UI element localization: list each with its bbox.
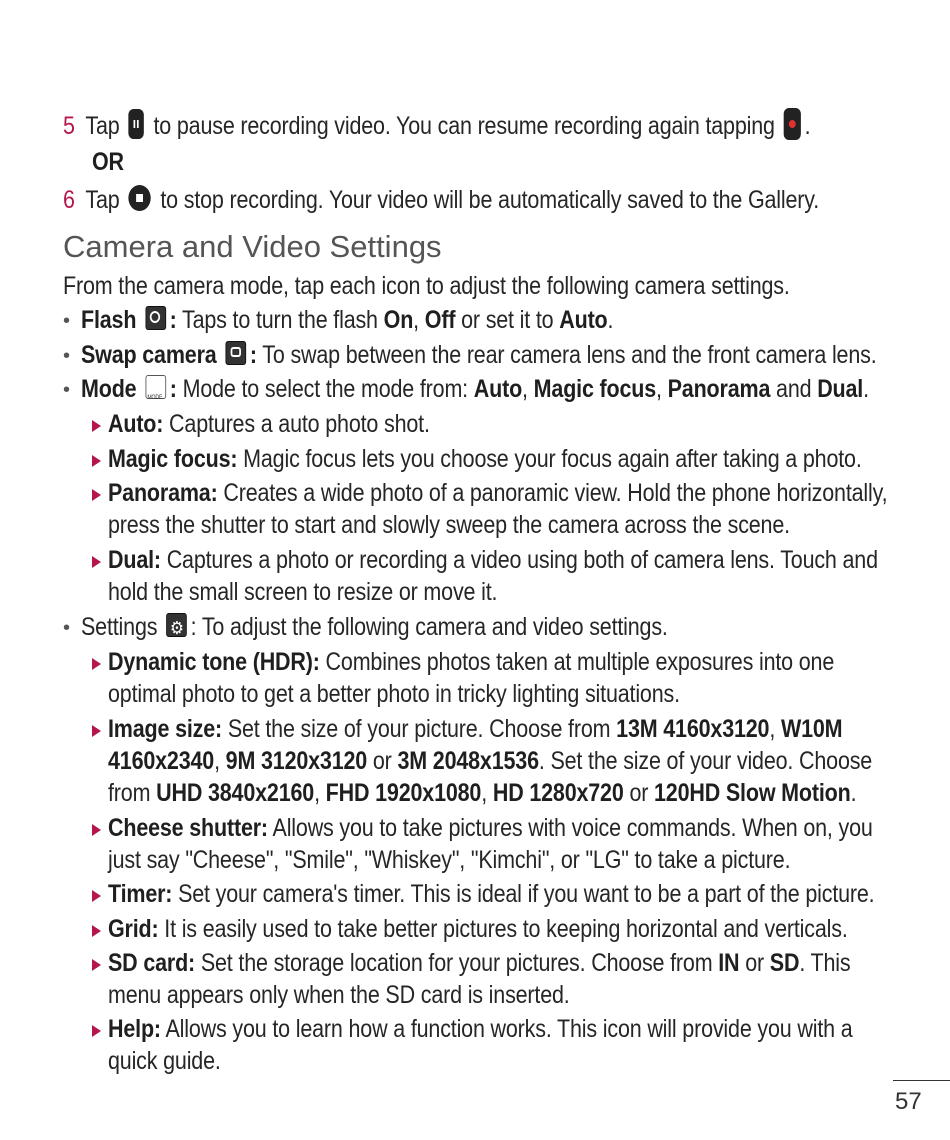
triangle-bullet xyxy=(92,824,101,836)
value: Panorama xyxy=(667,375,771,403)
item-label: Dynamic tone (HDR): xyxy=(108,648,320,676)
comma: , xyxy=(481,779,488,807)
item-label: Flash xyxy=(81,306,137,334)
value: HD 1280x720 xyxy=(492,779,624,807)
period: . xyxy=(863,375,869,403)
item-text: Set the storage location for your pictures. Choose from xyxy=(195,949,719,977)
stop-icon xyxy=(129,185,151,211)
triangle-bullet xyxy=(92,556,101,568)
item-label: Settings xyxy=(81,613,158,641)
dual-subitem xyxy=(108,544,878,576)
item-label: Help: xyxy=(108,1015,161,1043)
colon: : xyxy=(169,306,177,334)
flash-icon xyxy=(146,306,167,330)
record-icon xyxy=(784,108,801,140)
period: . xyxy=(607,306,614,334)
item-label: Dual: xyxy=(108,546,161,574)
sd-card-subitem xyxy=(108,947,850,979)
item-text: or set it to xyxy=(455,306,560,334)
sd-line2: menu appears only when the SD card is inserted. xyxy=(108,981,570,1009)
bullet: • xyxy=(63,617,71,639)
item-label: Cheese shutter: xyxy=(108,814,268,842)
item-text: Taps to turn the flash xyxy=(176,306,384,334)
panorama-line2: press the shutter to start and slowly sweep the camera across the scene. xyxy=(108,511,790,539)
intro-text: From the camera mode, tap each icon to adjust the following camera settings. xyxy=(63,272,790,300)
step-text: Tap xyxy=(85,186,120,214)
triangle-bullet xyxy=(92,1025,101,1037)
value-on: On xyxy=(383,306,414,334)
hdr-subitem xyxy=(108,646,834,678)
value: FHD 1920x1080 xyxy=(325,779,482,807)
item-text: and xyxy=(770,375,818,403)
step-text: to stop recording. Your video will be automatically saved to the Gallery. xyxy=(160,186,820,214)
value: 120HD Slow Motion xyxy=(654,779,851,807)
or-label: OR xyxy=(92,148,124,176)
mode-item xyxy=(81,373,869,405)
dual-line2: hold the small screen to resize or move it. xyxy=(108,578,498,606)
item-label: SD card: xyxy=(108,949,196,977)
comma: , xyxy=(656,375,662,403)
item-text: Captures a auto photo shot. xyxy=(163,410,430,438)
swap-camera-item xyxy=(81,339,877,371)
item-text: To swap between the rear camera lens and the front camera lens. xyxy=(256,341,877,369)
step-number: 5 xyxy=(63,112,75,140)
pause-icon xyxy=(129,109,144,139)
comma: , xyxy=(413,306,419,334)
item-text: Captures a photo or recording a video using both of camera lens. Touch and xyxy=(160,546,878,574)
item-label: Grid: xyxy=(108,915,159,943)
magic-focus-subitem xyxy=(108,443,862,475)
value: IN xyxy=(718,949,740,977)
value: 13M 4160x3120 xyxy=(616,715,770,743)
settings-gear-icon xyxy=(167,613,188,637)
value: Dual xyxy=(817,375,864,403)
value: Auto xyxy=(473,375,523,403)
step-text: to pause recording video. You can resume recording again tapping xyxy=(153,112,775,140)
value: 4160x2340 xyxy=(108,747,215,775)
image-size-line2 xyxy=(108,745,872,777)
item-label: Panorama: xyxy=(108,479,218,507)
value-off: Off xyxy=(424,306,456,334)
comma: , xyxy=(522,375,528,403)
bullet: • xyxy=(63,310,71,332)
value: 9M 3120x3120 xyxy=(225,747,368,775)
item-text: : To adjust the following camera and video settings. xyxy=(190,613,668,641)
item-label: Image size: xyxy=(108,715,223,743)
value-auto: Auto xyxy=(559,306,608,334)
value: 3M 2048x1536 xyxy=(397,747,539,775)
footer-rule xyxy=(893,1080,950,1081)
item-text: Set the size of your picture. Choose from xyxy=(222,715,617,743)
triangle-bullet xyxy=(92,455,101,467)
swap-camera-icon xyxy=(226,341,247,365)
item-label: Swap camera xyxy=(81,341,217,369)
colon: : xyxy=(169,375,177,403)
cheese-shutter-subitem xyxy=(108,812,873,844)
grid-subitem xyxy=(108,913,848,945)
item-text: or xyxy=(739,949,770,977)
panorama-subitem xyxy=(108,477,887,509)
item-text: Set your camera's timer. This is ideal if you want to be a part of the picture. xyxy=(172,880,875,908)
triangle-bullet xyxy=(92,420,101,432)
triangle-bullet xyxy=(92,925,101,937)
item-text: or xyxy=(623,779,655,807)
item-text: . Set the size of your video. Choose xyxy=(538,747,873,775)
triangle-bullet xyxy=(92,489,101,501)
flash-item xyxy=(81,304,613,336)
comma: , xyxy=(314,779,320,807)
value: UHD 3840x2160 xyxy=(156,779,315,807)
bullet: • xyxy=(63,379,71,401)
item-label: Magic focus: xyxy=(108,445,238,473)
item-text: Creates a wide photo of a panoramic view. Hold the phone horizontally, xyxy=(217,479,888,507)
item-text: or xyxy=(367,747,398,775)
help-subitem xyxy=(108,1013,853,1045)
item-text: Allows you to learn how a function works. This icon will provide you with a xyxy=(160,1015,853,1043)
item-label: Mode xyxy=(81,375,137,403)
value: W10M xyxy=(780,715,843,743)
triangle-bullet xyxy=(92,725,101,737)
colon: : xyxy=(249,341,257,369)
item-label: Auto: xyxy=(108,410,164,438)
triangle-bullet xyxy=(92,658,101,670)
item-text: Mode to select the mode from: xyxy=(176,375,474,403)
timer-subitem xyxy=(108,878,874,910)
step-5 xyxy=(63,110,810,143)
help-line2: quick guide. xyxy=(108,1047,221,1075)
step-number: 6 xyxy=(63,186,75,214)
settings-item xyxy=(81,611,668,643)
item-label: Timer: xyxy=(108,880,173,908)
cheese-line2: just say "Cheese", "Smile", "Whiskey", "Kimchi", or "LG" to take a picture. xyxy=(108,846,791,874)
mode-icon xyxy=(146,375,167,399)
value: SD xyxy=(769,949,800,977)
section-heading: Camera and Video Settings xyxy=(63,229,442,264)
auto-subitem xyxy=(108,408,430,440)
image-size-line3 xyxy=(108,777,856,809)
item-text: Magic focus lets you choose your focus again after taking a photo. xyxy=(237,445,862,473)
item-text: Allows you to take pictures with voice commands. When on, you xyxy=(267,814,873,842)
item-text: from xyxy=(108,779,157,807)
value: Magic focus xyxy=(533,375,657,403)
comma: , xyxy=(214,747,220,775)
item-text: Combines photos taken at multiple exposures into one xyxy=(319,648,835,676)
step-text: Tap xyxy=(85,112,120,140)
step-6 xyxy=(63,184,819,216)
image-size-subitem xyxy=(108,713,842,745)
page-number: 57 xyxy=(895,1088,922,1115)
bullet: • xyxy=(63,345,71,367)
item-text: . This xyxy=(799,949,851,977)
period: . xyxy=(850,779,857,807)
comma: , xyxy=(769,715,776,743)
hdr-line2: optimal photo to get a better photo in tricky lighting situations. xyxy=(108,680,680,708)
triangle-bullet xyxy=(92,959,101,971)
triangle-bullet xyxy=(92,890,101,902)
item-text: It is easily used to take better pictures to keeping horizontal and verticals. xyxy=(158,915,848,943)
period: . xyxy=(804,112,811,140)
